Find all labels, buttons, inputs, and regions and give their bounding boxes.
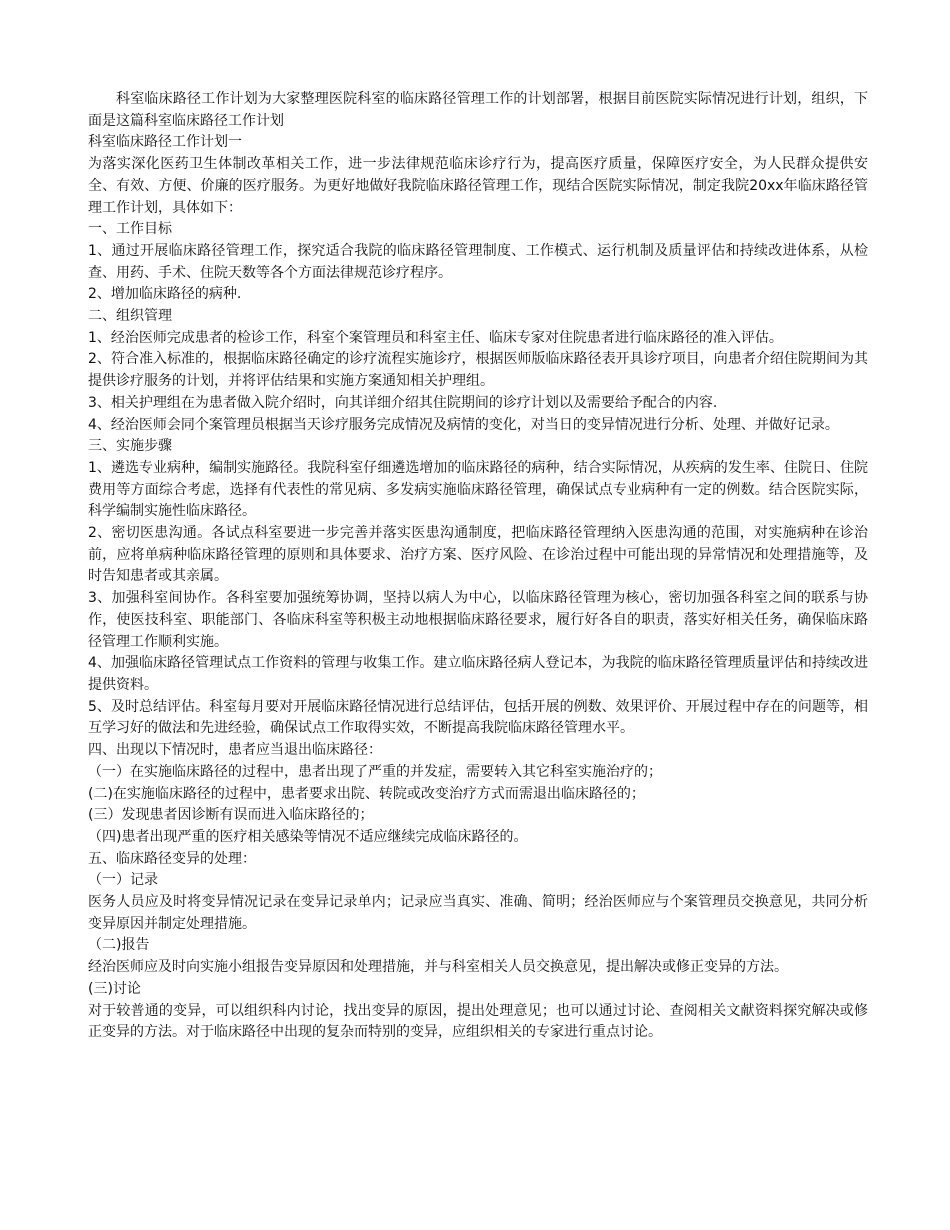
section-4-item: （四)患者出现严重的医疗相关感染等情况不适应继续完成临床路径的。 (88, 828, 528, 845)
subsection-discussion-text: 对于较普通的变异，可以组织科内讨论，找出变异的原因，提出处理意见；也可以通过讨论、查阅相关文献资料探究解决或修正变异的方法。对于临床路径中出现的复杂而特别的变异，应组织相关的专家进行重点讨论。 (88, 1002, 868, 1041)
section-3-item: 1、遴选专业病种，编制实施路径。我院科室仔细遴选增加的临床路径的病种，结合实际情况，从疾病的发生率、住院日、住院费用等方面综合考虑，选择有代表性的常见病、多发病实施临床路径管理，确保试点专业病种有一定的例数。结合医院实际，科学编制实施性临床路径。 (88, 459, 868, 520)
section-1-heading: 一、工作目标 (88, 221, 172, 238)
section-4-heading: 四、出现以下情况时，患者应当退出临床路径： (88, 742, 382, 759)
section-3-item: 4、加强临床路径管理试点工作资料的管理与收集工作。建立临床路径病人登记本，为我院的临床路径管理质量评估和持续改进提供资料。 (88, 655, 868, 693)
section-2-item: 1、经治医师完成患者的检诊工作，科室个案管理员和科室主任、临床专家对住院患者进行临床路径的准入评估。 (88, 329, 783, 346)
section-2-heading: 二、组织管理 (88, 308, 172, 325)
section-1-item: 1、通过开展临床路径管理工作，探究适合我院的临床路径管理制度、工作模式、运行机制及质量评估和持续改进体系，从检查、用药、手术、住院天数等各个方面法律规范诊疗程序。 (88, 242, 868, 281)
section-2-item: 2、符合准入标准的，根据临床路径确定的诊疗流程实施诊疗，根据医师版临床路径表开具诊疗项目，向患者介绍住院期间为其提供诊疗服务的计划，并将评估结果和实施方案通知相关护理组。 (88, 351, 868, 390)
section-3-item: 2、密切医患沟通。各试点科室要进一步完善并落实医患沟通制度，把临床路径管理纳入医患沟通的范围，对实施病种在诊治前，应将单病种临床路径管理的原则和具体要求、治疗方案、医疗风险、在诊治过程中可能出现的异常情况和处理措施等，及时告知患者或其亲属。 (88, 525, 868, 585)
section-3-heading: 三、实施步骤 (88, 438, 172, 455)
document-title: 科室临床路径工作计划一 (88, 134, 242, 151)
subsection-record-text: 医务人员应及时将变异情况记录在变异记录单内；记录应当真实、准确、简明；经治医师应与个案管理员交换意见，共同分析变异原因并制定处理措施。 (88, 894, 868, 932)
subsection-discussion-heading: (三)讨论 (88, 980, 141, 997)
document-body (88, 89, 868, 1044)
section-4-item: (三）发现患者因诊断有误而进入临床路径的； (88, 807, 374, 824)
subsection-report-heading: （二)报告 (88, 937, 150, 954)
section-3-item: 5、及时总结评估。科室每月要对开展临床路径情况进行总结评估，包括开展的例数、效果评价、开展过程中存在的问题等，相互学习好的做法和先进经验，确保试点工作取得实效，不断提高我院临床路径管理水平。 (88, 698, 868, 737)
subsection-record-heading: （一）记录 (88, 872, 158, 889)
section-2-item: 3、相关护理组在为患者做入院介绍时，向其详细介绍其住院期间的诊疗计划以及需要给予配合的内容. (88, 394, 718, 411)
preface-paragraph: 为落实深化医药卫生体制改革相关工作，进一步法律规范临床诊疗行为，提高医疗质量，保障医疗安全，为人民群众提供安全、有效、方便、价廉的医疗服务。为更好地做好我院临床路径管理工作，现结合医院实际情况，制定我院20xx年临床路径管理工作计划，具体如下： (88, 156, 868, 216)
section-2-item: 4、经治医师会同个案管理员根据当天诊疗服务完成情况及病情的变化，对当日的变异情况进行分析、处理、并做好记录。 (88, 416, 839, 433)
section-1-item: 2、增加临床路径的病种. (88, 286, 242, 303)
section-4-item: (二)在实施临床路径的过程中，患者要求出院、转院或改变治疗方式而需退出临床路径的； (88, 785, 645, 802)
section-4-item: （一）在实施临床路径的过程中，患者出现了严重的并发症，需要转入其它科室实施治疗的； (88, 763, 662, 780)
section-5-heading: 五、临床路径变异的处理： (88, 850, 256, 867)
section-3-item: 3、加强科室间协作。各科室要加强统筹协调，坚持以病人为中心，以临床路径管理为核心，密切加强各科室之间的联系与协作，使医技科室、职能部门、各临床科室等积极主动地根据临床路径要求，履行好各自的职责，落实好相关任务，确保临床路径管理工作顺利实施。 (88, 590, 868, 650)
subsection-report-text: 经治医师应及时向实施小组报告变异原因和处理措施，并与科室相关人员交换意见，提出解决或修正变异的方法。 (88, 959, 788, 976)
intro-paragraph: 科室临床路径工作计划为大家整理医院科室的临床路径管理工作的计划部署，根据目前医院实际情况进行计划，组织，下面是这篇科室临床路径工作计划 (88, 91, 868, 129)
